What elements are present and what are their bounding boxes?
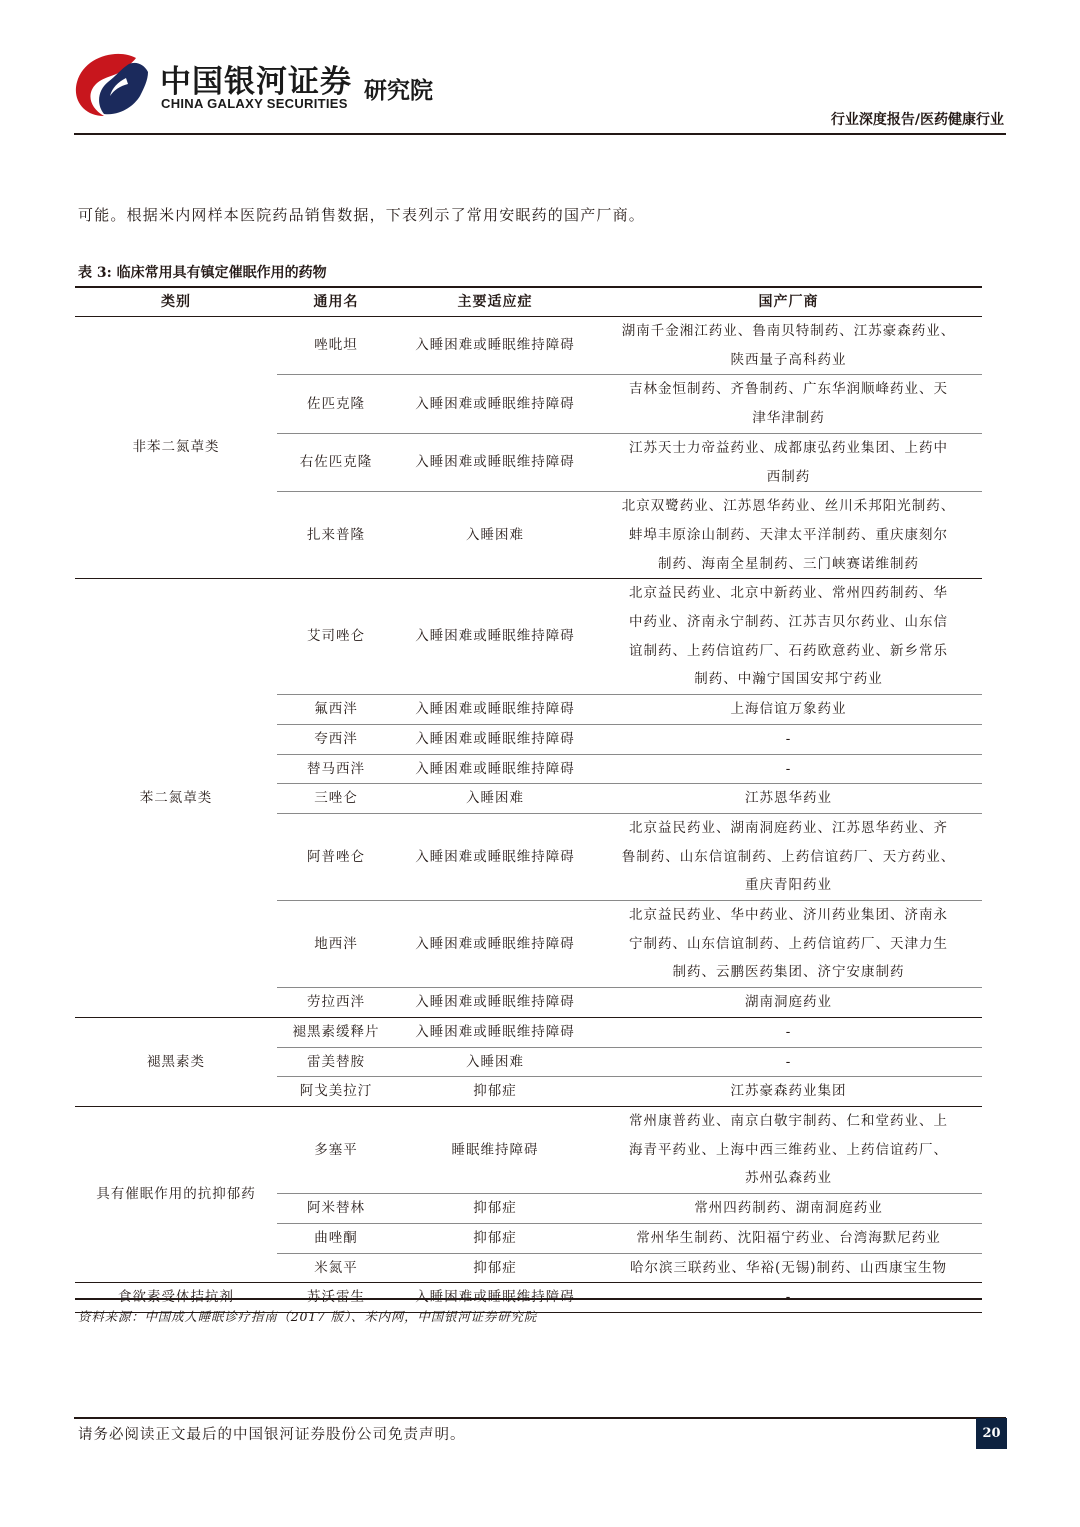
table-row [75, 1106, 982, 1193]
manufacturers-cell [595, 754, 982, 784]
manufacturer-line: 常州四药制药、湖南洞庭药业 [694, 1200, 883, 1217]
table-row [75, 1017, 982, 1047]
category-cell: 具有催眠作用的抗抑郁药 [75, 1106, 277, 1282]
manufacturer-line: 鲁制药、山东信谊制药、上药信谊药厂、天方药业、 [621, 848, 956, 865]
manufacturer-line: 宁制药、山东信谊制药、上药信谊药厂、天津力生 [629, 935, 948, 952]
report-type-label: 行业深度报告/医药健康行业 [830, 112, 1004, 128]
generic-name-cell: 地西泮 [277, 901, 395, 988]
indication-cell: 入睡困难或睡眠维持障碍 [395, 724, 595, 754]
manufacturer-line: - [785, 760, 792, 777]
manufacturers-cell [595, 1047, 982, 1077]
footer-divider [74, 1417, 1006, 1419]
manufacturer-line: 制药、云鹏医药集团、济宁安康制药 [672, 964, 905, 981]
manufacturer-line: - [785, 1053, 792, 1070]
indication-cell: 入睡困难或睡眠维持障碍 [395, 317, 595, 375]
generic-name-cell: 扎来普隆 [277, 492, 395, 579]
header-divider [74, 133, 1006, 135]
manufacturer-line: 湖南洞庭药业 [745, 994, 832, 1011]
generic-name-cell: 右佐匹克隆 [277, 433, 395, 491]
table-row [75, 317, 982, 375]
generic-name-cell: 褪黑素缓释片 [277, 1017, 395, 1047]
generic-name-cell: 阿普唑仑 [277, 813, 395, 900]
generic-name-cell: 夸西泮 [277, 724, 395, 754]
manufacturers-cell [595, 1077, 982, 1107]
generic-name-cell: 阿米替林 [277, 1194, 395, 1224]
manufacturer-line: 北京益民药业、华中药业、济川药业集团、济南永 [629, 907, 948, 924]
indication-cell: 入睡困难或睡眠维持障碍 [395, 754, 595, 784]
manufacturer-line: 西制药 [766, 468, 811, 485]
manufacturer-line: 北京双鹭药业、江苏恩华药业、丝川禾邦阳光制药、 [621, 498, 956, 515]
manufacturer-line: 江苏天士力帝益药业、成都康弘药业集团、上药中 [629, 439, 948, 456]
indication-cell: 抑郁症 [395, 1223, 595, 1253]
disclaimer-text: 请务必阅读正文最后的中国银河证券股份公司免责声明。 [78, 1427, 466, 1443]
drug-table-container [75, 286, 982, 1313]
indication-cell: 入睡困难或睡眠维持障碍 [395, 433, 595, 491]
indication-cell: 入睡困难或睡眠维持障碍 [395, 901, 595, 988]
indication-cell: 入睡困难或睡眠维持障碍 [395, 695, 595, 725]
intro-paragraph: 可能。根据米内网样本医院药品销售数据，下表列示了常用安眠药的国产厂商。 [78, 206, 646, 224]
table-title: 表 3: 临床常用具有镇定催眠作用的药物 [78, 265, 327, 281]
generic-name-cell: 三唑仑 [277, 784, 395, 814]
indication-cell: 入睡困难或睡眠维持障碍 [395, 988, 595, 1018]
table-bottom-rule [75, 1298, 982, 1300]
manufacturer-line: 北京益民药业、湖南洞庭药业、江苏恩华药业、齐 [629, 819, 948, 836]
table-body [75, 317, 982, 1313]
manufacturer-line: - [785, 730, 792, 747]
manufacturers-cell [595, 579, 982, 695]
manufacturer-line: 海青平药业、上海中西三维药业、上药信谊药厂、 [629, 1141, 948, 1158]
generic-name-cell: 唑吡坦 [277, 317, 395, 375]
indication-cell: 入睡困难 [395, 784, 595, 814]
indication-cell: 抑郁症 [395, 1077, 595, 1107]
manufacturer-line: 吉林金恒制药、齐鲁制药、广东华润顺峰药业、天 [629, 381, 948, 398]
category-cell: 苯二氮䓬类 [75, 579, 277, 1018]
category-cell: 非苯二氮䓬类 [75, 317, 277, 579]
manufacturers-cell [595, 695, 982, 725]
drug-table [75, 286, 982, 1313]
indication-cell: 入睡困难 [395, 492, 595, 579]
page-number: 20 [976, 1418, 1007, 1449]
manufacturer-line: 北京益民药业、北京中新药业、常州四药制药、华 [629, 585, 948, 602]
manufacturers-cell [595, 317, 982, 375]
generic-name-cell: 多塞平 [277, 1106, 395, 1193]
indication-cell: 入睡困难或睡眠维持障碍 [395, 579, 595, 695]
manufacturer-line: 常州华生制药、沈阳福宁药业、台湾海默尼药业 [636, 1229, 941, 1246]
table-header-row [75, 286, 982, 317]
manufacturer-line: 苏州弘森药业 [745, 1170, 832, 1187]
manufacturers-cell [595, 901, 982, 988]
manufacturers-cell [595, 1017, 982, 1047]
category-cell: 褪黑素类 [75, 1017, 277, 1106]
generic-name-cell: 氟西泮 [277, 695, 395, 725]
manufacturer-line: 制药、海南全星制药、三门峡赛诺维制药 [658, 555, 919, 572]
manufacturer-line: 陕西量子高科药业 [730, 351, 847, 368]
source-note: 资料来源：中国成人睡眠诊疗指南（2017 版）、米内网，中国银河证券研究院 [78, 1309, 538, 1324]
indication-cell: 抑郁症 [395, 1194, 595, 1224]
manufacturers-cell [595, 988, 982, 1018]
manufacturer-line: 哈尔滨三联药业、华裕(无锡)制药、山西康宝生物 [629, 1259, 948, 1276]
generic-name-cell: 雷美替胺 [277, 1047, 395, 1077]
manufacturer-line: 湖南千金湘江药业、鲁南贝特制药、江苏豪森药业、 [621, 323, 956, 339]
indication-cell: 入睡困难 [395, 1047, 595, 1077]
manufacturer-line: 蚌埠丰原涂山制药、天津太平洋制药、重庆康刻尔 [629, 526, 948, 543]
manufacturer-line: - [785, 1023, 792, 1040]
manufacturers-cell [595, 1194, 982, 1224]
manufacturers-cell [595, 1223, 982, 1253]
manufacturer-line: 江苏豪森药业集团 [730, 1083, 847, 1100]
generic-name-cell: 阿戈美拉汀 [277, 1077, 395, 1107]
generic-name-cell: 劳拉西泮 [277, 988, 395, 1018]
generic-name-cell: 米氮平 [277, 1253, 395, 1283]
manufacturers-cell [595, 433, 982, 491]
manufacturer-line: 谊制药、上药信谊药厂、石药欧意药业、新乡常乐 [629, 642, 948, 659]
indication-cell: 入睡困难或睡眠维持障碍 [395, 1017, 595, 1047]
manufacturer-line: 中药业、济南永宁制药、江苏吉贝尔药业、山东信 [629, 614, 948, 631]
header-category: 类别 [75, 286, 277, 317]
indication-cell: 睡眠维持障碍 [395, 1106, 595, 1193]
brand-name-en: CHINA GALAXY SECURITIES [161, 96, 348, 111]
manufacturer-line: 津华津制药 [752, 410, 825, 427]
header-indication: 主要适应症 [395, 286, 595, 317]
china-galaxy-logo-icon [74, 52, 149, 118]
manufacturers-cell [595, 492, 982, 579]
indication-cell: 入睡困难或睡眠维持障碍 [395, 375, 595, 433]
manufacturers-cell [595, 813, 982, 900]
manufacturer-line: 制药、中瀚宁国国安邦宁药业 [694, 671, 883, 688]
manufacturers-cell [595, 724, 982, 754]
manufacturers-cell [595, 1106, 982, 1193]
manufacturer-line: 重庆青阳药业 [745, 877, 832, 894]
indication-cell: 抑郁症 [395, 1253, 595, 1283]
indication-cell: 入睡困难或睡眠维持障碍 [395, 813, 595, 900]
generic-name-cell: 替马西泮 [277, 754, 395, 784]
generic-name-cell: 佐匹克隆 [277, 375, 395, 433]
manufacturers-cell [595, 784, 982, 814]
manufacturers-cell [595, 1253, 982, 1283]
generic-name-cell: 艾司唑仑 [277, 579, 395, 695]
brand-name-cn: 中国银河证券 [160, 64, 352, 100]
manufacturer-line: 常州康普药业、南京白敬宇制药、仁和堂药业、上 [629, 1112, 948, 1129]
generic-name-cell: 曲唑酮 [277, 1223, 395, 1253]
manufacturer-line: 上海信谊万象药业 [730, 701, 847, 718]
header-generic-name: 通用名 [277, 286, 395, 317]
table-row [75, 579, 982, 695]
manufacturers-cell [595, 375, 982, 433]
manufacturer-line: 江苏恩华药业 [745, 790, 832, 807]
header-manufacturers: 国产厂商 [595, 286, 982, 317]
brand-institute: 研究院 [364, 78, 433, 104]
